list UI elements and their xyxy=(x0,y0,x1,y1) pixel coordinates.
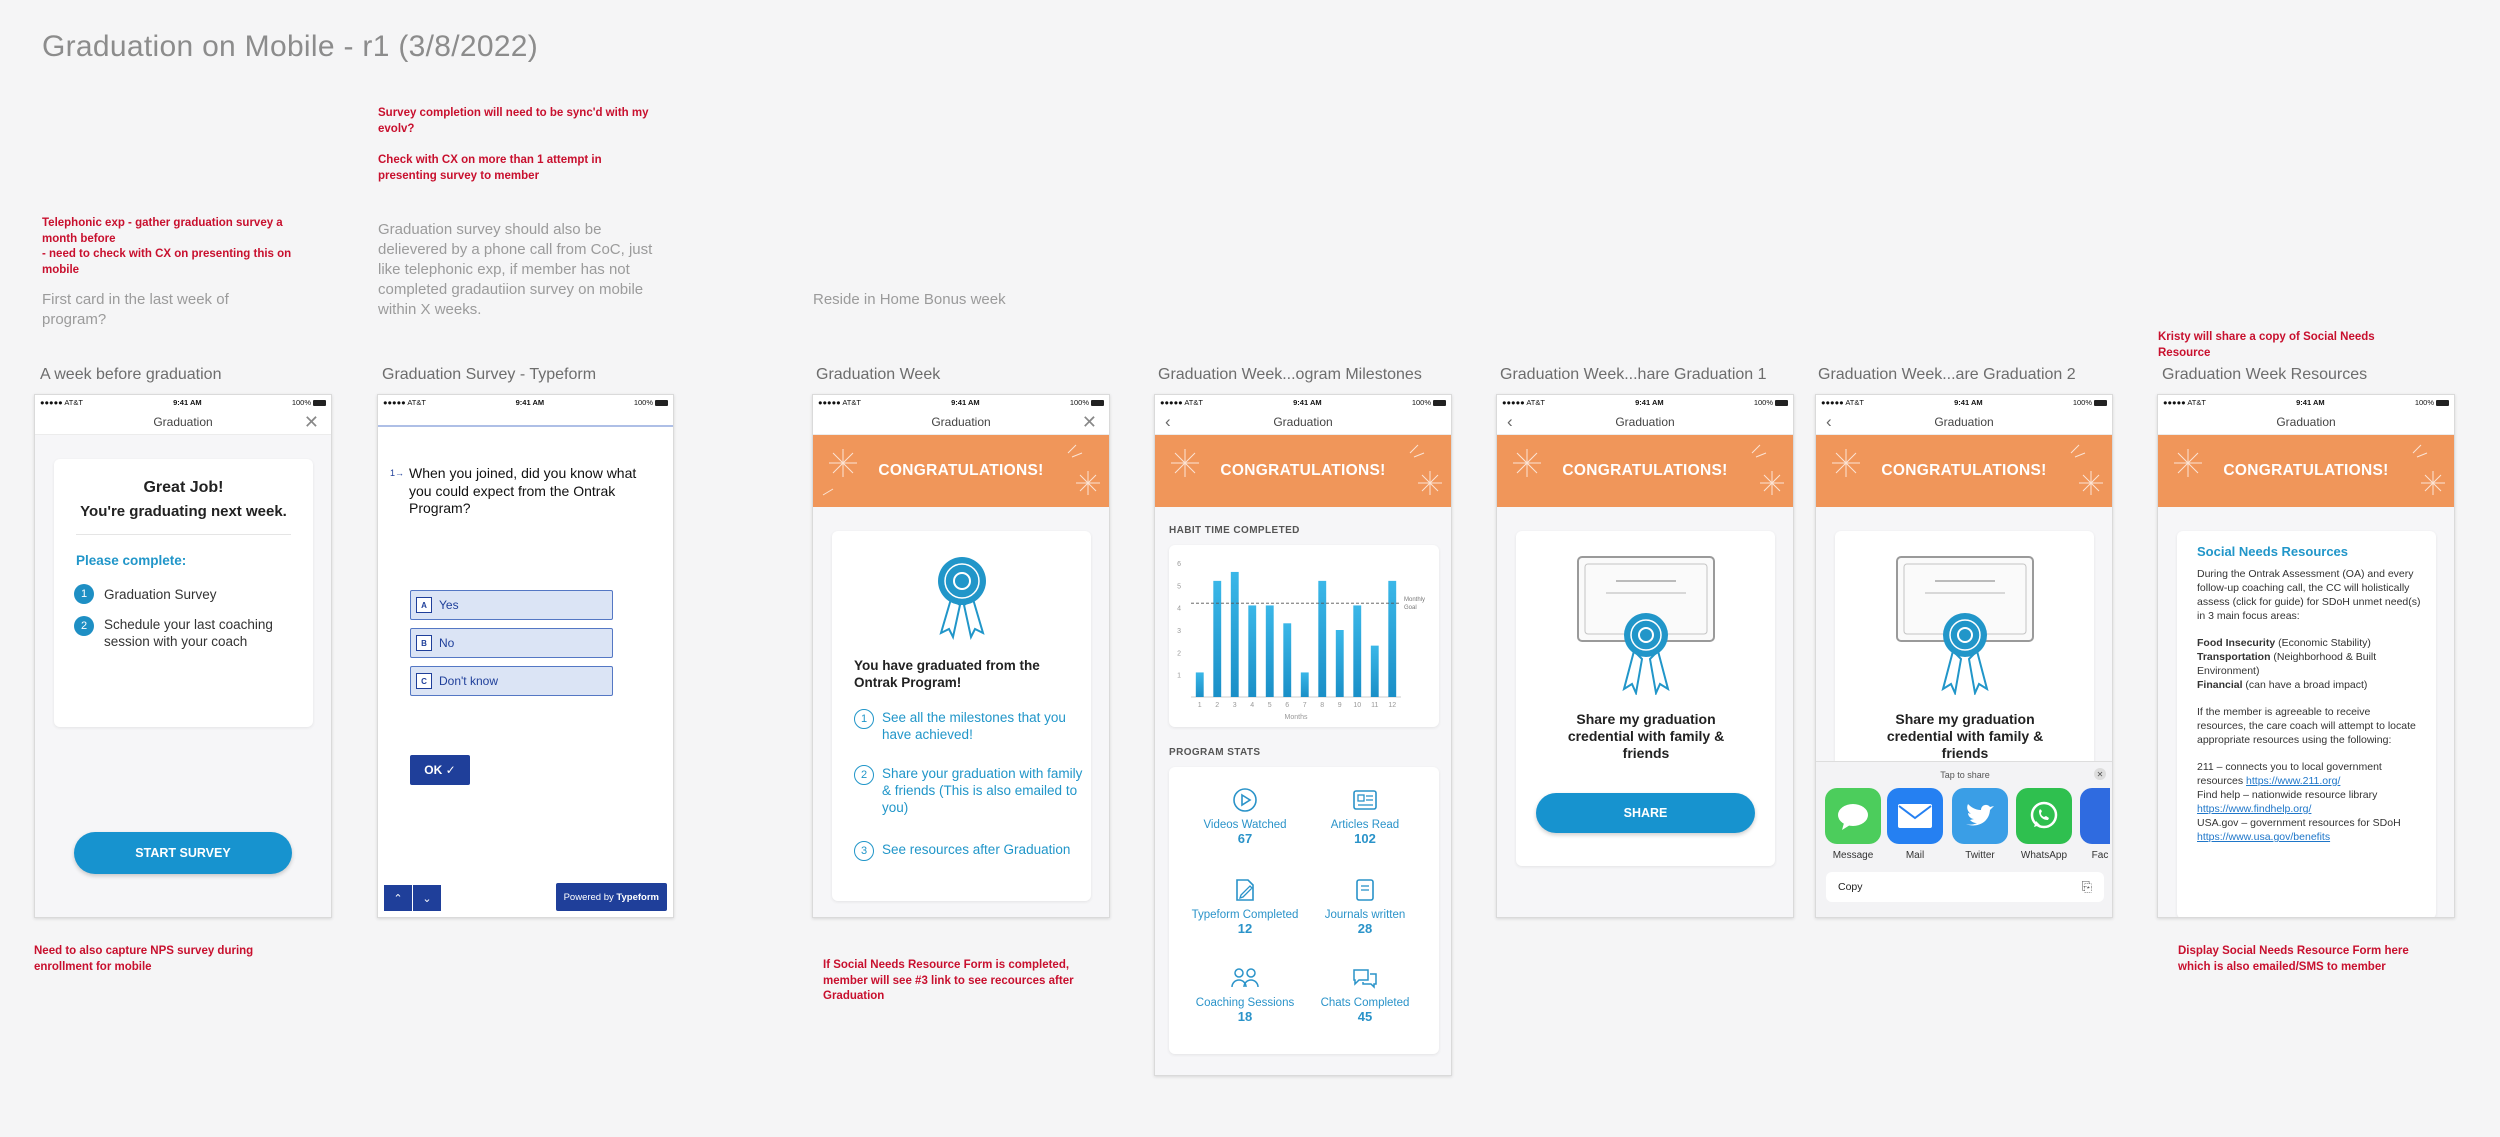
x-tick-label: 4 xyxy=(1250,702,1255,709)
bar-month-9 xyxy=(1336,630,1344,697)
y-tick-label: 6 xyxy=(1177,561,1181,568)
option-yes[interactable] xyxy=(410,590,613,620)
y-tick-label: 3 xyxy=(1177,628,1181,635)
app-label: WhatsApp xyxy=(2020,850,2068,861)
app-label: Twitter xyxy=(1965,850,1995,861)
share-text: Share my graduation credential with family & friends xyxy=(1886,711,2044,761)
share-link-2[interactable] xyxy=(854,765,1084,816)
bar-month-10 xyxy=(1353,605,1361,697)
status-bar xyxy=(1816,395,2112,409)
stat-label: Coaching Sessions xyxy=(1195,997,1295,1009)
copy-icon: ⎘ xyxy=(2081,879,2092,894)
status-bar xyxy=(378,395,673,409)
app-label: Fac xyxy=(2091,850,2109,861)
focus-food-detail: (Economic Stability) xyxy=(2275,637,2371,649)
down-arrow-icon[interactable]: ⌄ xyxy=(413,885,441,911)
progress-line xyxy=(378,425,673,427)
phone-frame-milestones xyxy=(1154,394,1452,1076)
link-usagov[interactable]: https://www.usa.gov/benefits xyxy=(2197,831,2331,843)
page-title: Graduation on Mobile - r1 (3/8/2022) xyxy=(42,30,539,63)
whatsapp-icon xyxy=(2016,788,2072,844)
stat-value: 67 xyxy=(1237,831,1253,846)
ok-button[interactable]: OK ✓ xyxy=(410,755,470,785)
card-heading-1: Great Job! xyxy=(143,479,224,496)
question-number: 1→ xyxy=(390,468,405,478)
copy-row[interactable] xyxy=(1826,872,2104,902)
todo-text: Schedule your last coaching session with your coach xyxy=(104,617,273,649)
carrier: ●●●●● AT&T xyxy=(1160,397,1203,407)
app-label: Mail xyxy=(1905,850,1925,861)
status-bar xyxy=(2158,395,2454,409)
focus-financial-detail: (can have a broad impact) xyxy=(2242,679,2368,691)
copy-label: Copy xyxy=(1838,881,1863,893)
nav-title: Graduation xyxy=(931,414,991,429)
tap-to-share: Tap to share xyxy=(1940,770,1990,780)
share-mail[interactable] xyxy=(1886,788,1944,861)
step-number: 2 xyxy=(74,616,94,636)
phone-frame-share-1 xyxy=(1496,394,1794,918)
stat-journals-written xyxy=(1305,877,1425,936)
link-211[interactable]: https://www.211.org/ xyxy=(2246,775,2341,787)
status-bar xyxy=(813,395,1109,409)
x-tick-label: 7 xyxy=(1302,702,1307,709)
bar-month-7 xyxy=(1301,672,1309,697)
stat-chats-completed xyxy=(1305,965,1425,1024)
focus-areas xyxy=(2197,636,2422,692)
nav-title: Graduation xyxy=(1934,414,1994,429)
phone-frame-share-2 xyxy=(1815,394,2113,918)
y-tick-label: 5 xyxy=(1177,583,1181,591)
powered-by-typeform[interactable] xyxy=(556,883,667,911)
resource-usagov: USA.gov – government resources for SDoH xyxy=(2197,817,2401,829)
nav-title: Graduation xyxy=(2276,414,2336,429)
start-survey-button[interactable]: START SURVEY xyxy=(74,832,292,874)
link-findhelp[interactable]: https://www.findhelp.org/ xyxy=(2197,803,2312,815)
resources-title: Social Needs Resources xyxy=(2197,544,2349,559)
share-button[interactable]: SHARE xyxy=(1536,793,1755,833)
resource-list xyxy=(2197,760,2422,844)
note-first-card: First card in the last week of program? xyxy=(42,291,229,328)
stat-label: Typeform Completed xyxy=(1191,909,1299,921)
congrats-text: CONGRATULATIONS! xyxy=(1881,462,2047,479)
up-arrow-icon[interactable]: ⌃ xyxy=(384,885,412,911)
typeform-brand: Typeform xyxy=(616,891,659,903)
y-tick-label: 4 xyxy=(1177,605,1181,613)
battery: 100% xyxy=(1754,398,1788,407)
resource-211: 211 – connects you to local government resources xyxy=(2197,761,2382,787)
nav-bar xyxy=(1816,409,2112,435)
note-check-cx: Check with CX on more than 1 attempt in presenting survey to member xyxy=(378,154,602,182)
option-key: C xyxy=(416,673,432,689)
back-icon[interactable]: ‹ xyxy=(1507,412,1513,431)
status-bar xyxy=(35,395,331,409)
option-label: Yes xyxy=(439,598,459,612)
option-no[interactable] xyxy=(410,628,613,658)
close-icon[interactable]: ✕ xyxy=(1081,412,1097,432)
phone-frame-week-before xyxy=(34,394,332,918)
focus-transportation: Transportation xyxy=(2197,651,2271,663)
bar-month-2 xyxy=(1213,581,1221,697)
x-tick-label: 3 xyxy=(1232,702,1237,709)
graduated-card xyxy=(832,531,1091,901)
step-number: 2 xyxy=(854,765,874,785)
stat-videos-watched xyxy=(1185,787,1305,846)
todo-item-2[interactable] xyxy=(74,616,284,650)
todo-item-1[interactable] xyxy=(74,584,313,604)
app-label: Message xyxy=(1832,850,1874,861)
people-icon xyxy=(1230,965,1260,991)
x-axis-title: Months xyxy=(1284,714,1308,721)
congrats-banner xyxy=(1497,435,1793,507)
stat-value: 18 xyxy=(1237,1009,1253,1024)
x-tick-label: 1 xyxy=(1197,702,1202,709)
clock: 9:41 AM xyxy=(2296,397,2325,407)
note-display-snrf: Display Social Needs Resource Form here which is also emailed/SMS to member xyxy=(2178,945,2409,973)
frame-label-1: A week before graduation xyxy=(40,366,222,383)
step-number: 1 xyxy=(74,584,94,604)
nav-bar xyxy=(1155,409,1451,435)
link-text: See all the milestones that you have achieved! xyxy=(882,710,1066,742)
resources-card xyxy=(2177,531,2436,918)
article-icon xyxy=(1352,787,1378,813)
congrats-text: CONGRATULATIONS! xyxy=(1220,462,1386,479)
bar-month-4 xyxy=(1248,605,1256,697)
option-key: B xyxy=(416,635,432,651)
close-icon[interactable]: ✕ xyxy=(2094,768,2106,780)
frame-label-4: Graduation Week...ogram Milestones xyxy=(1158,366,1422,383)
focus-food: Food Insecurity xyxy=(2197,637,2276,649)
certificate-icon xyxy=(1576,555,1716,695)
bar-month-11 xyxy=(1371,646,1379,697)
battery: 100% xyxy=(1070,398,1104,407)
share-sheet xyxy=(1816,761,2113,918)
option-label: Don't know xyxy=(439,674,498,688)
note-telephonic: Telephonic exp - gather graduation survey a month before - need to check with CX on presenting this on mobile xyxy=(42,217,292,276)
option-label: No xyxy=(439,636,455,650)
congrats-text: CONGRATULATIONS! xyxy=(878,462,1044,479)
note-survey-sync: Survey completion will need to be sync'd with my evolv? xyxy=(378,107,649,135)
resources-intro: During the Ontrak Assessment (OA) and every follow-up coaching call, the CC will holistically assess (click for guide) for SDoH unmet need(s) in 3 main focus areas: xyxy=(2197,568,2421,622)
share-whatsapp[interactable] xyxy=(2015,788,2073,861)
x-tick-label: 5 xyxy=(1267,702,1272,709)
share-message[interactable] xyxy=(1824,788,1882,861)
stat-articles-read xyxy=(1305,787,1425,846)
bar-month-12 xyxy=(1388,581,1396,697)
chat-icon xyxy=(1350,965,1380,991)
stat-label: Chats Completed xyxy=(1320,997,1410,1009)
link-text: See resources after Graduation xyxy=(882,842,1071,857)
note-phone-call: Graduation survey should also be delievered by a phone call from CoC, just like telephonic exp, if member has not completed gradautiion survey on mobile within X weeks. xyxy=(378,221,653,318)
battery: 100% xyxy=(2073,398,2107,407)
stat-value: 45 xyxy=(1357,1009,1373,1024)
x-tick-label: 8 xyxy=(1320,702,1325,709)
resource-findhelp: Find help – nationwide resource library xyxy=(2197,789,2378,801)
carrier: ●●●●● AT&T xyxy=(383,397,426,407)
frame-label-5: Graduation Week...hare Graduation 1 xyxy=(1500,366,1767,383)
congrats-banner xyxy=(1155,435,1451,507)
bar-month-1 xyxy=(1196,672,1204,697)
bar-month-6 xyxy=(1283,623,1291,697)
clock: 9:41 AM xyxy=(1293,397,1322,407)
nav-bar xyxy=(35,409,331,435)
ribbon-award-icon xyxy=(927,551,997,641)
edit-icon xyxy=(1232,877,1258,903)
nav-title: Graduation xyxy=(1615,414,1675,429)
graduated-heading: You have graduated from the Ontrak Program! xyxy=(854,658,1040,690)
share-app-row xyxy=(1824,788,2113,861)
bar-month-3 xyxy=(1231,572,1239,697)
frame-label-3: Graduation Week xyxy=(816,366,941,383)
x-tick-label: 12 xyxy=(1388,702,1397,709)
option-key: A xyxy=(416,597,432,613)
certificate-icon xyxy=(1895,555,2035,695)
x-tick-label: 6 xyxy=(1285,702,1290,709)
frame-label-6: Graduation Week...are Graduation 2 xyxy=(1818,366,2076,383)
question xyxy=(390,465,649,518)
y-tick-label: 1 xyxy=(1177,672,1181,680)
congrats-banner xyxy=(2158,435,2454,507)
goal-label-line1: Monthly xyxy=(1404,597,1426,604)
stat-value: 102 xyxy=(1354,831,1376,846)
step-number: 3 xyxy=(854,841,874,861)
option-dont-know[interactable] xyxy=(410,666,613,696)
note-kristy: Kristy will share a copy of Social Needs Resource xyxy=(2158,331,2375,359)
program-stats-card xyxy=(1169,767,1439,1054)
clock: 9:41 AM xyxy=(951,397,980,407)
powered-text: Powered by xyxy=(563,891,614,903)
status-bar xyxy=(1155,395,1451,409)
congrats-banner xyxy=(1816,435,2112,507)
congrats-text: CONGRATULATIONS! xyxy=(2223,462,2389,479)
carrier: ●●●●● AT&T xyxy=(1821,397,1864,407)
battery: 100% xyxy=(2415,398,2449,407)
mail-icon xyxy=(1887,788,1943,844)
graduation-card xyxy=(54,459,313,727)
goal-label-line2: Goal xyxy=(1404,605,1417,612)
bar-month-8 xyxy=(1318,581,1326,697)
habit-section-title: HABIT TIME COMPLETED xyxy=(1169,525,1300,536)
stat-label: Journals written xyxy=(1324,909,1406,921)
resources-agreeable: If the member is agreeable to receive resources, the care coach will attempt to locate appropriate resources using the following: xyxy=(2197,706,2416,746)
nav-title: Graduation xyxy=(153,414,213,429)
phone-frame-resources xyxy=(2157,394,2455,918)
question-text: When you joined, did you know what you could expect from the Ontrak Program? xyxy=(409,465,637,516)
congrats-banner xyxy=(813,435,1109,507)
carrier: ●●●●● AT&T xyxy=(818,397,861,407)
message-icon xyxy=(1825,788,1881,844)
clock: 9:41 AM xyxy=(1954,397,1983,407)
please-complete-label: Please complete: xyxy=(76,553,187,568)
share-facebook[interactable] xyxy=(2080,788,2113,861)
y-tick-label: 2 xyxy=(1177,650,1181,658)
carrier: ●●●●● AT&T xyxy=(2163,397,2206,407)
stat-typeform-completed xyxy=(1185,877,1305,936)
status-bar xyxy=(1497,395,1793,409)
note-home-bonus: Reside in Home Bonus week xyxy=(813,291,1006,308)
share-text: Share my graduation credential with family & friends xyxy=(1567,711,1725,761)
stat-value: 28 xyxy=(1357,921,1373,936)
battery: 100% xyxy=(634,398,668,407)
stat-label: Videos Watched xyxy=(1203,819,1287,831)
clock: 9:41 AM xyxy=(515,397,545,407)
back-icon[interactable]: ‹ xyxy=(1826,412,1832,431)
share-twitter[interactable] xyxy=(1951,788,2009,861)
step-number: 1 xyxy=(854,709,874,729)
focus-transportation-detail: (Neighborhood & Built Environment) xyxy=(2197,651,2377,677)
battery: 100% xyxy=(1412,398,1446,407)
battery: 100% xyxy=(292,398,326,407)
link-text: Share your graduation with family & friends (This is also emailed to you) xyxy=(882,766,1083,815)
focus-financial: Financial xyxy=(2197,679,2243,691)
card-heading-2: You're graduating next week. xyxy=(80,503,287,520)
carrier: ●●●●● AT&T xyxy=(40,397,83,407)
phone-frame-graduation-week xyxy=(812,394,1110,918)
note-nps: Need to also capture NPS survey during enrollment for mobile xyxy=(34,945,254,973)
share-card xyxy=(1516,531,1775,866)
stat-label: Articles Read xyxy=(1330,819,1400,831)
nav-title: Graduation xyxy=(1273,414,1333,429)
nav-bar xyxy=(1497,409,1793,435)
frame-label-7: Graduation Week Resources xyxy=(2162,366,2368,383)
phone-frame-typeform xyxy=(377,394,674,918)
nav-bar xyxy=(813,409,1109,435)
todo-text: Graduation Survey xyxy=(104,586,217,602)
note-snrf-completed: If Social Needs Resource Form is completed, member will see #3 link to see recources after Graduation xyxy=(823,959,1074,1002)
nav-bar xyxy=(2158,409,2454,435)
stat-coaching-sessions xyxy=(1185,965,1305,1024)
frame-label-2: Graduation Survey - Typeform xyxy=(382,366,597,383)
bar-month-5 xyxy=(1266,605,1274,697)
clock: 9:41 AM xyxy=(1635,397,1664,407)
facebook-icon xyxy=(2080,788,2110,844)
habit-bar-chart xyxy=(1169,545,1439,727)
nav-arrows xyxy=(384,885,441,911)
journal-icon xyxy=(1352,877,1378,903)
x-tick-label: 11 xyxy=(1371,702,1379,709)
x-tick-label: 9 xyxy=(1337,702,1342,709)
play-icon xyxy=(1232,787,1258,813)
divider xyxy=(76,534,291,535)
back-icon[interactable]: ‹ xyxy=(1165,412,1171,431)
milestone-link-1[interactable] xyxy=(854,709,1084,743)
x-tick-label: 10 xyxy=(1353,702,1362,709)
resources-link-3[interactable] xyxy=(854,841,1084,861)
congrats-text: CONGRATULATIONS! xyxy=(1562,462,1728,479)
stat-value: 12 xyxy=(1237,921,1253,936)
close-icon[interactable]: ✕ xyxy=(303,412,319,432)
x-tick-label: 2 xyxy=(1215,702,1220,709)
habit-chart-card xyxy=(1169,545,1439,727)
carrier: ●●●●● AT&T xyxy=(1502,397,1545,407)
twitter-icon xyxy=(1952,788,2008,844)
clock: 9:41 AM xyxy=(173,397,202,407)
stats-section-title: PROGRAM STATS xyxy=(1169,747,1261,758)
